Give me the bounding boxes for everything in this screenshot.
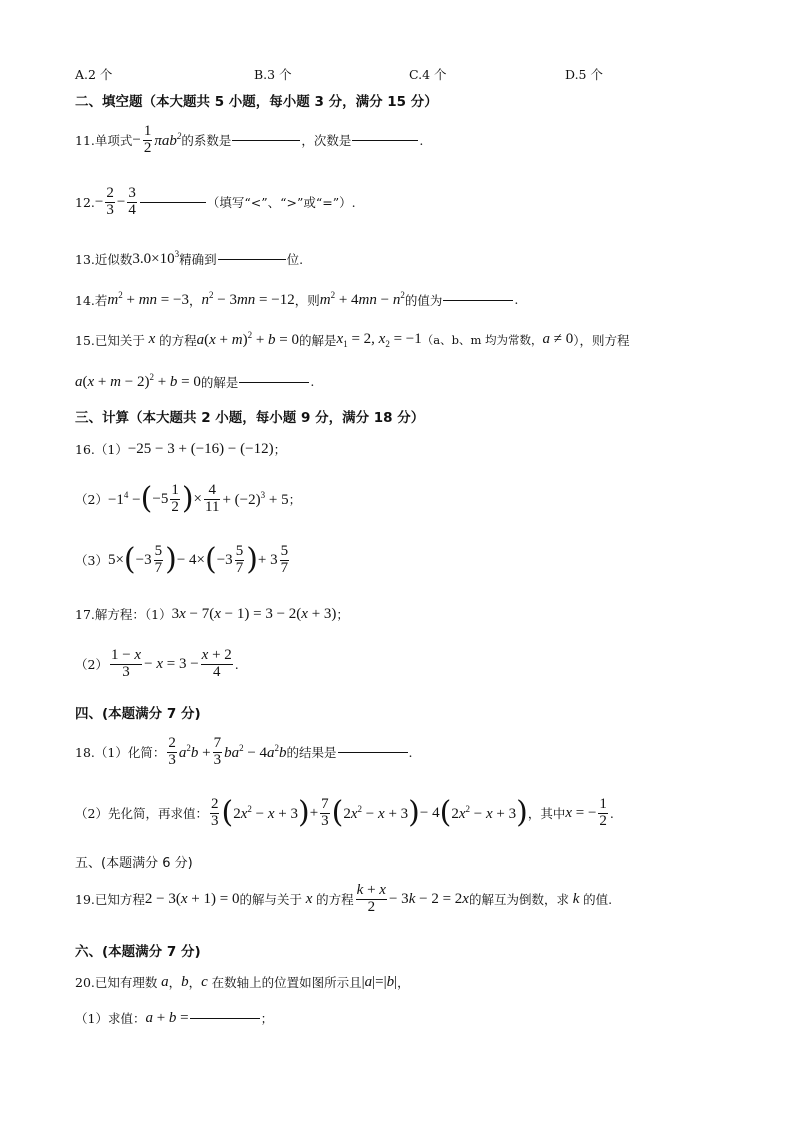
question-16-3: （3） 5× ( −3 $\frac{5}{7}$ ) − 4× ( −3 $\frac{5}{7}$ ) + 3 $\frac{5}{7}$ <box>75 542 289 578</box>
answer-blank[interactable] <box>338 751 408 753</box>
question-16-1: 16.（1） −25 − 3 + (−16) − (−12) ； <box>75 440 287 457</box>
option-b: B.3 个 <box>254 67 292 82</box>
answer-blank[interactable] <box>443 299 513 301</box>
question-18-2: （2）先化简，再求值： $\frac{2}{3}$ ( $2x^2 - x + 3$ ) + $\frac{7}{3}$ ( $2x^2 - x + 3$ ) − 4 ( $2x^2 - x + 3$ ) ，其中 x = − $\frac{1}{2}$ . <box>75 795 614 831</box>
question-13: 13.近似数 $3.0\times 10^3$ 精确到 位. <box>75 249 304 267</box>
answer-blank[interactable] <box>352 139 418 141</box>
question-17-1: 17.解方程：（1） 3x − 7(x − 1) = 3 − 2(x + 3) ； <box>75 605 349 622</box>
section-calc-title: 三、计算（本大题共 2 小题，每小题 9 分，满分 18 分） <box>75 410 425 426</box>
question-11: 11.单项式 − $\frac{1}{2}$ πab$^2$ 的系数是 ，次数是 . <box>75 123 424 156</box>
question-16-2: （2） $-1^4$ − ( −5 $\frac{1}{2}$ ) × $\frac{4}{11}$ + $(-2)^3 + 5$ ； <box>75 481 302 517</box>
question-18-1: 18.（1）化简： $\frac{2}{3}$ $a^2b$ + $\frac{7}{3}$ $ba^2 - 4a^2b$ 的结果是 . <box>75 735 413 768</box>
answer-blank[interactable] <box>140 201 206 203</box>
section-fill-in-title: 二、填空题（本大题共 5 小题，每小题 3 分，满分 15 分） <box>75 94 438 110</box>
question-15: 15.已知关于 x 的方程 $a(x + m)^2 + b = 0$ 的解是 $x_1 = 2$, $x_2 = -1$ （a、b、m 均为常数， a ≠ 0 ），则方程 <box>75 330 630 349</box>
question-17-2: （2） $\frac{1 - x}{3}$ − x = 3 − $\frac{x + 2}{4}$ . <box>75 647 239 680</box>
option-d: D.5 个 <box>565 67 603 82</box>
question-20: 20.已知有理数 a ， b ， c 在数轴上的位置如图所示且 |a|=|b| ， <box>75 973 410 990</box>
section-4-title: 四、(本题满分 7 分) <box>75 706 201 722</box>
answer-blank[interactable] <box>239 381 309 383</box>
answer-blank[interactable] <box>190 1017 260 1019</box>
question-15-line2: $a(x + m - 2)^2 + b = 0$ 的解是 . <box>75 372 315 390</box>
question-14: 14.若 $m^2$ + mn = −3 ， $n^2 - 3mn = -12$ ，则 $m^2 + 4mn - n^2$ 的值为 . <box>75 290 519 308</box>
section-5-title: 五、(本题满分 6 分) <box>75 856 193 871</box>
option-c: C.4 个 <box>409 67 447 82</box>
option-a: A.2 个 <box>75 67 113 82</box>
answer-blank[interactable] <box>218 258 286 260</box>
section-6-title: 六、(本题满分 7 分) <box>75 944 201 960</box>
q11-label: 11.单项式 <box>75 133 133 149</box>
fraction-half: $\frac{1}{2}$ <box>143 123 152 156</box>
question-19: 19.已知方程 2 − 3(x + 1) = 0 的解与关于 x 的方程 $\frac{k + x}{2}$ − 3k − 2 = 2x 的解互为倒数，求 k 的值. <box>75 882 613 915</box>
answer-blank[interactable] <box>232 139 300 141</box>
question-12: 12. − $\frac{2}{3}$ − $\frac{3}{4}$ （填写“<”、“>”或“=”）. <box>75 185 356 218</box>
question-20-1: （1）求值： a + b = ； <box>75 1009 274 1026</box>
